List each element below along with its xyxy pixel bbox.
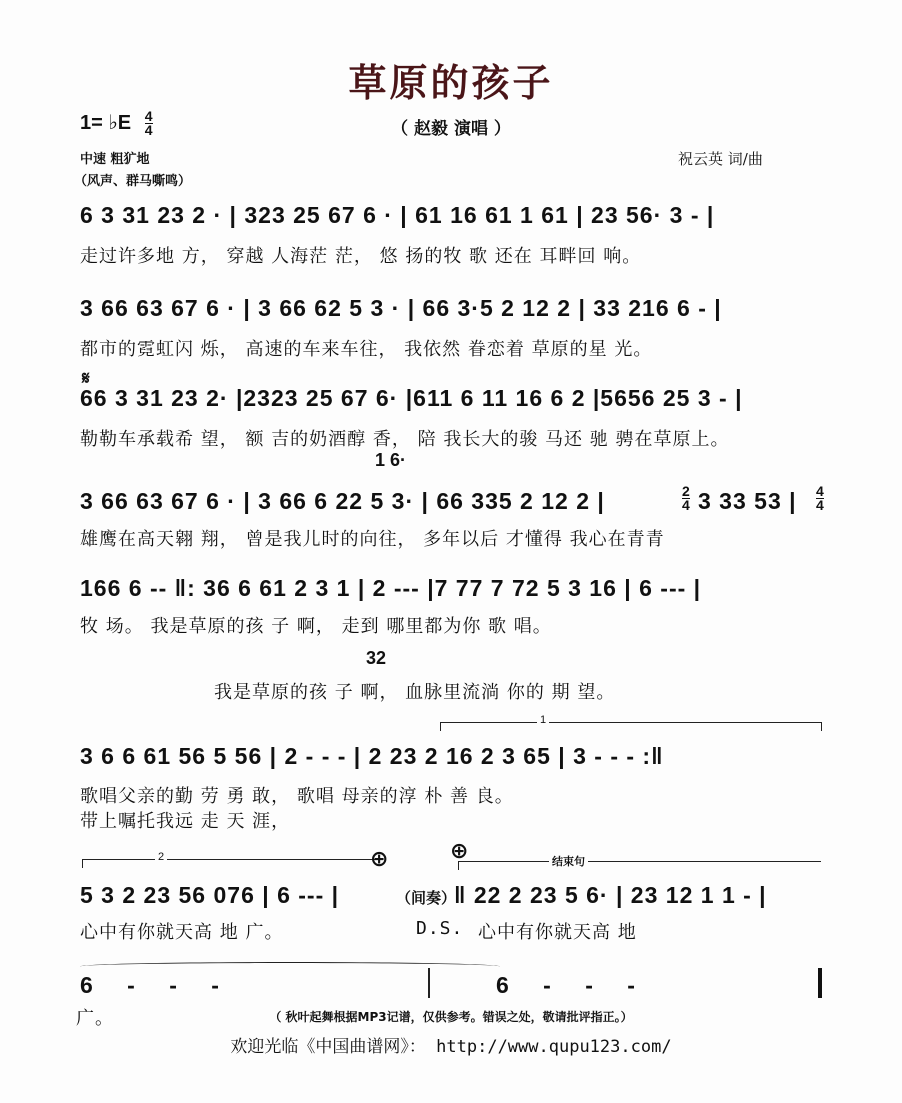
time-change-denominator: 4 xyxy=(682,497,690,513)
segno-sign-icon: 𝄋 xyxy=(82,368,90,388)
key-label: 1= ♭E xyxy=(80,112,132,134)
notation-line-8a: 6 - - - xyxy=(80,972,233,998)
tie-arc xyxy=(80,962,500,971)
lyric-line-2: 都市的霓虹闪 烁， 高速的车来车往， 我依然 眷恋着 草原的星 光。 xyxy=(80,339,653,360)
coda-sign-icon-2: ⊕ xyxy=(450,838,469,863)
performer: （ 赵毅 演唱 ） xyxy=(391,119,511,139)
final-barline xyxy=(818,968,822,998)
lyric-line-5b: 我是草原的孩 子 啊， 血脉里流淌 你的 期 望。 xyxy=(214,682,616,703)
notation-line-7-ending: ‖ 22 2 23 5 6· | 23 12 1 1 - | xyxy=(454,882,767,908)
notation-line-1: 6 3 31 23 2 · | 323 25 67 6 · | 61 16 61 1 61 | 23 56· 3 - | xyxy=(80,202,715,228)
lyric-line-7a: 心中有你就天高 地 广。 xyxy=(80,922,284,943)
second-ending-bracket xyxy=(82,851,375,868)
lyric-line-6a: 歌唱父亲的勤 劳 勇 敢， 歌唱 母亲的淳 朴 善 良。 xyxy=(80,786,514,807)
transcriber-note: （ 秋叶起舞根据MP3记谱，仅供参考。错误之处，敬请批评指正。） xyxy=(269,1010,633,1024)
lyric-line-4: 雄鹰在高天翱 翔， 曾是我儿时的向往， 多年以后 才懂得 我心在青青 xyxy=(80,529,665,550)
lyric-line-7b: 心中有你就天高 地 xyxy=(478,922,637,943)
notation-line-2: 3 66 63 67 6 · | 3 66 62 5 3 · | 66 3·5 2 12 2 | 33 216 6 - | xyxy=(80,295,722,321)
ending-phrase-label: 结束句 xyxy=(549,853,588,869)
lyric-line-5a: 牧 场。 我是草原的孩 子 啊， 走到 哪里都为你 歌 唱。 xyxy=(80,616,552,637)
time-change-4-4 xyxy=(816,485,824,512)
notation-line-5: 166 6 -- ‖: 36 6 61 2 3 1 | 2 --- |7 77 7 72 5 3 16 | 6 --- | xyxy=(80,575,702,601)
interlude-marking: （间奏） xyxy=(396,889,457,907)
variant-notes-3: 1 6· xyxy=(375,450,407,470)
coda-sign-icon: ⊕ xyxy=(370,846,389,871)
first-ending-label: 1 xyxy=(537,714,549,726)
lyric-line-6b: 带上嘱托我远 走 天 涯， xyxy=(80,811,291,832)
sound-effects-note: （风声、群马嘶鸣） xyxy=(74,174,192,189)
notation-line-4: 3 66 63 67 6 · | 3 66 6 22 5 3· | 66 335 2 12 2 | xyxy=(80,488,605,514)
notation-line-8b: 6 - - - xyxy=(496,972,649,998)
time-change-2-4 xyxy=(682,485,690,512)
lyric-line-8: 广。 xyxy=(76,1008,114,1029)
time-change-numerator: 2 xyxy=(682,483,690,499)
tempo-marking: 中速 粗犷地 xyxy=(80,152,150,167)
time-numerator: 4 xyxy=(144,108,153,125)
notation-line-7: 5 3 2 23 56 076 | 6 --- | xyxy=(80,882,340,908)
dal-segno-marking: D.S. xyxy=(416,918,464,939)
credits: 祝云英 词/曲 xyxy=(678,150,763,168)
time-denominator: 4 xyxy=(144,122,153,139)
lyric-line-1: 走过许多地 方， 穿越 人海茫 茫， 悠 扬的牧 歌 还在 耳畔回 响。 xyxy=(80,246,642,267)
song-title: 草原的孩子 xyxy=(348,61,554,105)
lyric-line-3: 勒勒车承载希 望， 额 吉的奶酒醇 香， 陪 我长大的骏 马还 驰 骋在草原上。 xyxy=(80,429,730,450)
ending-phrase-bracket xyxy=(458,856,821,870)
notation-line-4-after-change: 3 33 53 | xyxy=(698,488,797,514)
time-change-denominator: 4 xyxy=(816,497,824,513)
barline xyxy=(428,968,430,998)
notation-line-6: 3 6 6 61 56 5 56 | 2 - - - | 2 23 2 16 2 3 65 | 3 - - - :‖ xyxy=(80,743,664,769)
time-change-numerator: 4 xyxy=(816,483,824,499)
first-ending-bracket xyxy=(440,714,822,731)
notation-line-3: 66 3 31 23 2· |2323 25 67 6· |611 6 11 16 6 2 |5656 25 3 - | xyxy=(80,385,743,411)
variant-notes-5: 32 xyxy=(366,648,387,668)
second-ending-label: 2 xyxy=(155,851,167,863)
website-credit: 欢迎光临《中国曲谱网》： http://www.qupu123.com/ xyxy=(230,1037,672,1057)
